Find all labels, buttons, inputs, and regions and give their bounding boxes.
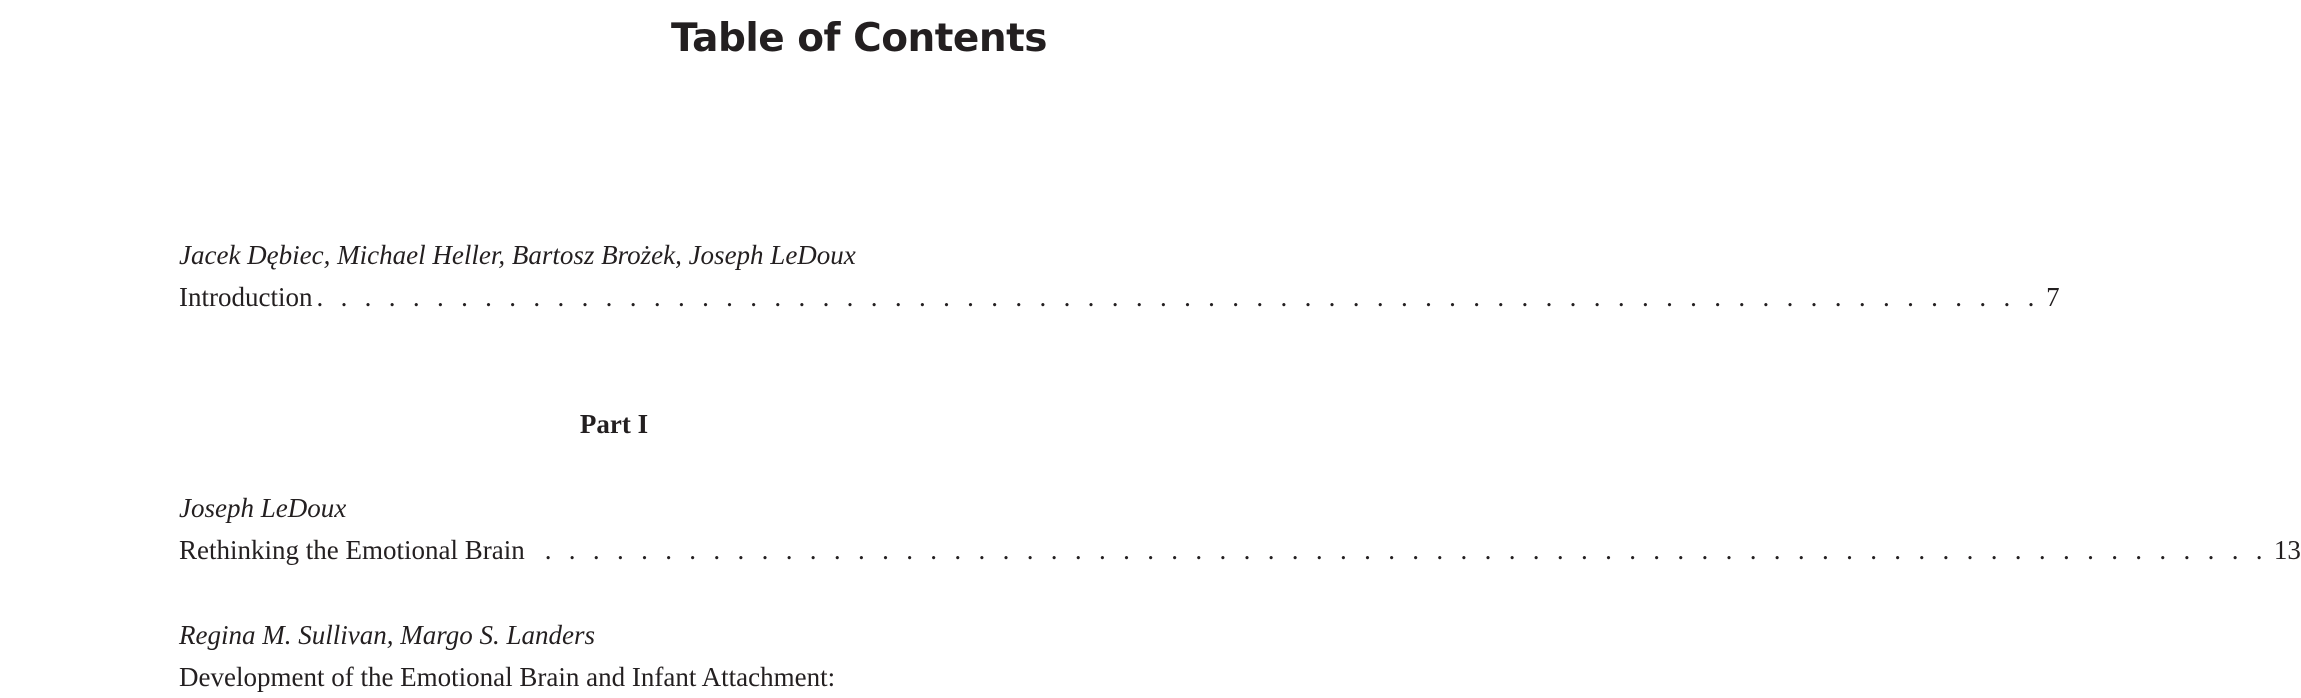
dot-leader: . . . . . . . . . . . . . . . . . . . . . . . . . . . . . . . . . . . . . . . . . . . . . . . . . . . . . . . . . . . . . . . . . . . . . . . . [316, 282, 2040, 312]
entry-title: Introduction [179, 282, 313, 312]
toc-entry-rethinking-emotional-brain[interactable] [179, 533, 2301, 567]
entry-title: Rethinking the Emotional Brain [179, 535, 525, 565]
toc-entry-development-emotional-brain[interactable] [179, 660, 1041, 694]
page-number: 7 [2046, 282, 2060, 312]
entry-authors: Regina M. Sullivan, Margo S. Landers [179, 620, 595, 650]
page-number: 13 [2273, 535, 2301, 565]
part-heading: Part I [579, 409, 649, 439]
entry-authors: Jacek Dębiec, Michael Heller, Bartosz Brożek, Joseph LeDoux [179, 240, 856, 270]
toc-entry-introduction[interactable] [179, 280, 2060, 314]
entry-authors: Joseph LeDoux [179, 493, 347, 523]
page-title: Table of Contents [671, 16, 1047, 61]
dot-leader: . . . . . . . . . . . . . . . . . . . . . . . . . . . . . . . . . . . . . . . . . . . . . . . . . . . . . . . . . . . . . . . . . . . . . . . . [544, 535, 2268, 565]
entry-title: Development of the Emotional Brain and Infant Attachment: [179, 662, 836, 692]
